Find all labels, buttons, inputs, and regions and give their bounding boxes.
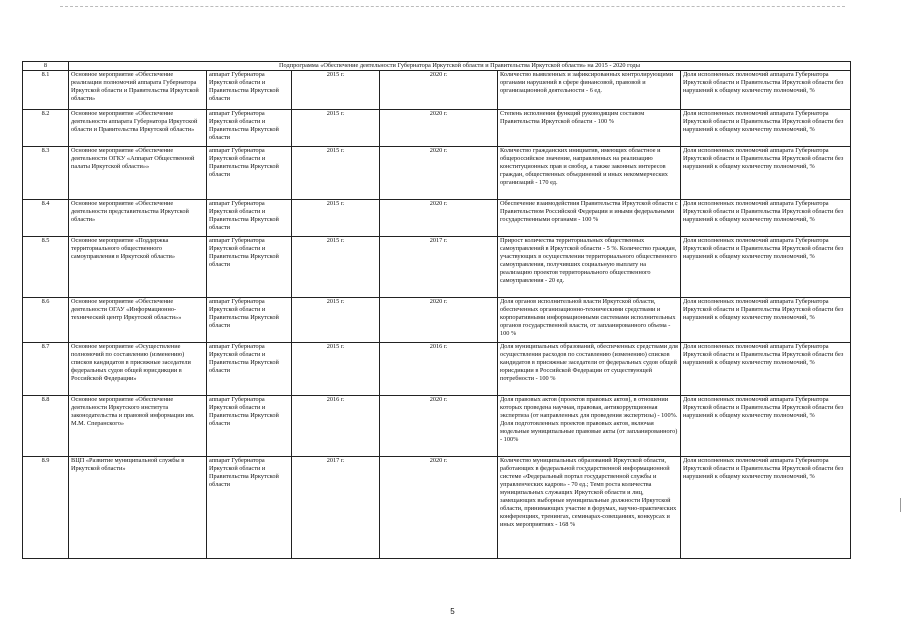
table-row: [23, 298, 851, 343]
expected-result: Доля муниципальных образований, обеспеченных средствами для осуществления расходов по составлению (изменению) списков кандидатов в присяжные заседатели от федеральных судов общей юрисдикции в Российской Федерации от существующей потребности - 100 %: [498, 343, 681, 396]
expected-result: Доля правовых актов (проектов правовых актов), в отношении которых проведена научная, правовая, антикоррупционная экспертиза (от направленных для проведения экспертизы) - 100%. Доля подготовленных проектов правовых актов, включая модельные муниципальные правовые акты (от запланированного) - 100%: [498, 396, 681, 457]
start-year: 2016 г.: [292, 396, 380, 457]
end-year: 2020 г.: [380, 396, 498, 457]
table-row: [23, 147, 851, 200]
expected-result: Доля органов исполнительной власти Иркутской области, обеспеченных организационно-техническими средствами и корпоративными информационными системами исполнительных органов государственной власти, от запланированного объема - 100 %: [498, 298, 681, 343]
row-number: 8.5: [23, 237, 69, 298]
start-year: 2015 г.: [292, 71, 380, 110]
end-year: 2020 г.: [380, 298, 498, 343]
table-row: [23, 200, 851, 237]
executor: аппарат Губернатора Иркутской области и Правительства Иркутской области: [207, 396, 292, 457]
end-year: 2020 г.: [380, 147, 498, 200]
end-year: 2017 г.: [380, 237, 498, 298]
target-indicator: Доля исполненных полномочий аппарата Губернатора Иркутской области и Правительства Иркутской области без нарушений к общему количеству полномочий, %: [681, 147, 851, 200]
row-number: 8.2: [23, 110, 69, 147]
row-number: 8.8: [23, 396, 69, 457]
table-row: [23, 343, 851, 396]
activity-name: Основное мероприятие «Обеспечение деятельности представительства Иркутской области»: [69, 200, 207, 237]
row-number: 8.1: [23, 71, 69, 110]
row-number: 8.9: [23, 457, 69, 559]
scan-top-line: [60, 6, 845, 7]
executor: аппарат Губернатора Иркутской области и Правительства Иркутской области: [207, 200, 292, 237]
activity-name: Основное мероприятие «Обеспечение деятельности Иркутского института законодательства и правовой информации им. М.М. Сперанского»: [69, 396, 207, 457]
table-row: [23, 457, 851, 559]
row-number: 8.4: [23, 200, 69, 237]
expected-result: Обеспечение взаимодействия Правительства Иркутской области с Правительством Российской Федерации и иными федеральными государственными органами - 100 %: [498, 200, 681, 237]
end-year: 2016 г.: [380, 343, 498, 396]
end-year: 2020 г.: [380, 110, 498, 147]
activity-name: Основное мероприятие «Обеспечение реализации полномочий аппарата Губернатора Иркутской области и Правительства Иркутской области»: [69, 71, 207, 110]
activity-name: Основное мероприятие «Осуществление полномочий по составлению (изменению) списков кандидатов в присяжные заседатели федеральных судов общей юрисдикции в Российской Федерации»: [69, 343, 207, 396]
table-row: [23, 396, 851, 457]
target-indicator: Доля исполненных полномочий аппарата Губернатора Иркутской области и Правительства Иркутской области без нарушений к общему количеству полномочий, %: [681, 200, 851, 237]
target-indicator: Доля исполненных полномочий аппарата Губернатора Иркутской области и Правительства Иркутской области без нарушений к общему количеству полномочий, %: [681, 71, 851, 110]
start-year: 2015 г.: [292, 343, 380, 396]
table-row: [23, 237, 851, 298]
program-table: [22, 61, 851, 559]
executor: аппарат Губернатора Иркутской области и Правительства Иркутской области: [207, 298, 292, 343]
subprogram-header-row: [23, 62, 851, 71]
activity-name: ВЦП «Развитие муниципальной службы в Иркутской области»: [69, 457, 207, 559]
executor: аппарат Губернатора Иркутской области и Правительства Иркутской области: [207, 237, 292, 298]
executor: аппарат Губернатора Иркутской области и Правительства Иркутской области: [207, 457, 292, 559]
end-year: 2020 г.: [380, 71, 498, 110]
executor: аппарат Губернатора Иркутской области и Правительства Иркутской области: [207, 71, 292, 110]
expected-result: Количество выявленных и зафиксированных контролирующими органами нарушений в сфере финансовой, правовой и организационной деятельности - 6 ед.: [498, 71, 681, 110]
table-row: [23, 71, 851, 110]
subprogram-number: 8: [23, 62, 69, 71]
target-indicator: Доля исполненных полномочий аппарата Губернатора Иркутской области и Правительства Иркутской области без нарушений к общему количеству полномочий, %: [681, 298, 851, 343]
end-year: 2020 г.: [380, 200, 498, 237]
target-indicator: Доля исполненных полномочий аппарата Губернатора Иркутской области и Правительства Иркутской области без нарушений к общему количеству полномочий, %: [681, 110, 851, 147]
expected-result: Количество муниципальных образований Иркутской области, работающих в федеральной государственной информационной системе «Федеральный портал государственной службы и управленческих кадров» - 70 ед.; Темп роста количества муниципальных служащих Иркутской области и лиц, замещающих выборные муниципальные должности Иркутской области, принимающих участие в форумах, научно-практических конференциях, тренингах, семинарах-совещаниях, конкурсах и иных мероприятиях - 168 %: [498, 457, 681, 559]
end-year: 2020 г.: [380, 457, 498, 559]
activity-name: Основное мероприятие «Обеспечение деятельности ОГАУ «Информационно-технический центр Иркутской области»»: [69, 298, 207, 343]
row-number: 8.7: [23, 343, 69, 396]
activity-name: Основное мероприятие «Обеспечение деятельности аппарата Губернатора Иркутской области и Правительства Иркутской области»: [69, 110, 207, 147]
start-year: 2015 г.: [292, 298, 380, 343]
start-year: 2017 г.: [292, 457, 380, 559]
start-year: 2015 г.: [292, 110, 380, 147]
target-indicator: Доля исполненных полномочий аппарата Губернатора Иркутской области и Правительства Иркутской области без нарушений к общему количеству полномочий, %: [681, 396, 851, 457]
start-year: 2015 г.: [292, 147, 380, 200]
page-number: 5: [450, 607, 455, 616]
expected-result: Прирост количества территориальных общественных самоуправлений в Иркутской области - 5 %. Количество граждан, участвующих в осуществлении территориального общественного самоуправления, получивших социальную выплату на реализацию проектов территориального общественного самоуправления - 20 ед.: [498, 237, 681, 298]
target-indicator: Доля исполненных полномочий аппарата Губернатора Иркутской области и Правительства Иркутской области без нарушений к общему количеству полномочий, %: [681, 343, 851, 396]
subprogram-title: Подпрограмма «Обеспечение деятельности Губернатора Иркутской области и Правительства Иркутской области» на 2015 - 2020 годы: [69, 62, 851, 71]
expected-result: Количество гражданских инициатив, имеющих областное и общероссийское значение, направленных на реализацию конституционных прав и свобод, а также законных интересов граждан, общественных объединений и иных некоммерческих организаций - 170 ед.: [498, 147, 681, 200]
row-number: 8.3: [23, 147, 69, 200]
target-indicator: Доля исполненных полномочий аппарата Губернатора Иркутской области и Правительства Иркутской области без нарушений к общему количеству полномочий, %: [681, 237, 851, 298]
executor: аппарат Губернатора Иркутской области и Правительства Иркутской области: [207, 110, 292, 147]
executor: аппарат Губернатора Иркутской области и Правительства Иркутской области: [207, 343, 292, 396]
scan-edge-mark: [900, 498, 901, 512]
activity-name: Основное мероприятие «Обеспечение деятельности ОГКУ «Аппарат Общественной палаты Иркутской области»»: [69, 147, 207, 200]
activity-name: Основное мероприятие «Поддержка территориального общественного самоуправления в Иркутской области»: [69, 237, 207, 298]
row-number: 8.6: [23, 298, 69, 343]
table-row: [23, 110, 851, 147]
executor: аппарат Губернатора Иркутской области и Правительства Иркутской области: [207, 147, 292, 200]
start-year: 2015 г.: [292, 237, 380, 298]
target-indicator: Доля исполненных полномочий аппарата Губернатора Иркутской области и Правительства Иркутской области без нарушений к общему количеству полномочий, %: [681, 457, 851, 559]
expected-result: Степень исполнения функций руководящим составом Правительства Иркутской области - 100 %: [498, 110, 681, 147]
start-year: 2015 г.: [292, 200, 380, 237]
